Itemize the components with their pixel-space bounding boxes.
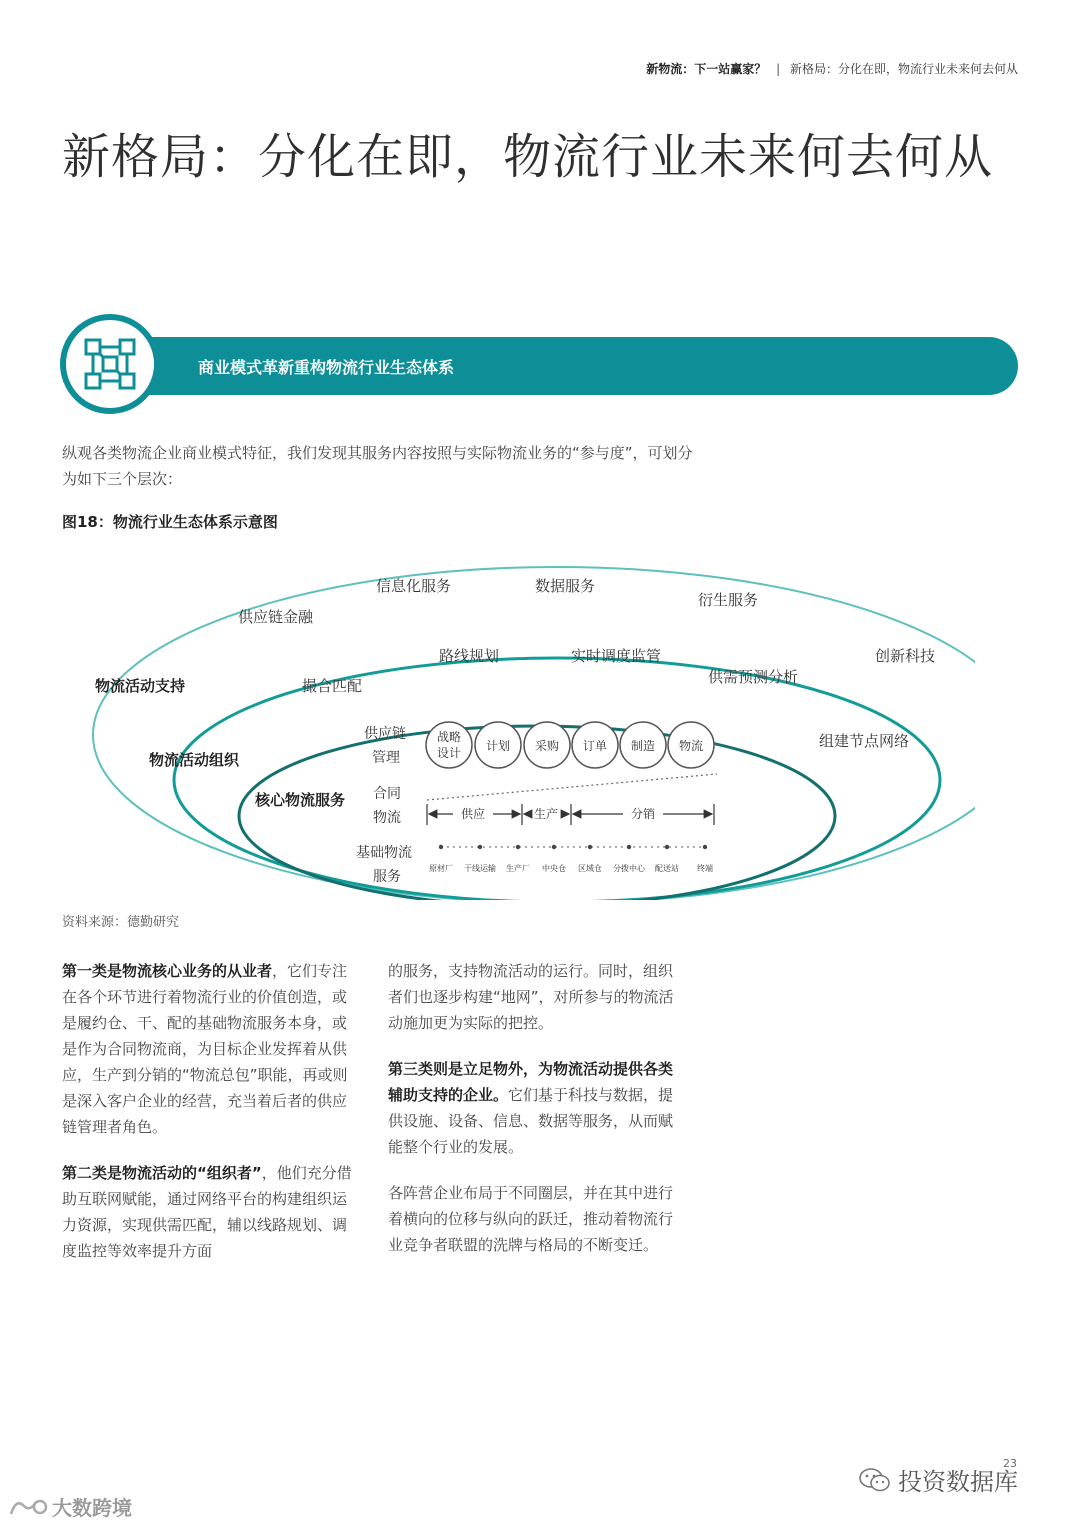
contract-label: 合同 bbox=[373, 786, 401, 802]
outer-ring-label: 物流活动支持 bbox=[95, 677, 186, 695]
watermark-right bbox=[858, 1462, 1018, 1500]
network-nodes-icon bbox=[60, 314, 160, 414]
chain-node-label: 分拨中心 bbox=[613, 864, 645, 873]
segment-label: 生产 bbox=[533, 807, 559, 821]
brand-logo-icon bbox=[8, 1496, 48, 1523]
paragraph-text: 各阵营企业布局于不同圈层，并在其中进行着横向的位移与纵向的跃迁，推动着物流行业竞争者联盟的洗牌与格局的不断变迁。 bbox=[388, 1184, 674, 1254]
outer-item: 创新科技 bbox=[875, 647, 936, 665]
middle-item: 组建节点网络 bbox=[819, 732, 910, 750]
chain-node bbox=[665, 845, 669, 849]
header-chapter: 新格局：分化在即，物流行业未来何去何从 bbox=[789, 62, 1018, 76]
step-label: 采购 bbox=[534, 739, 560, 753]
basic-label: 基础物流 bbox=[356, 845, 412, 861]
running-header bbox=[646, 60, 1018, 77]
paragraph-text: 它们基于科技与数据，提供设施、设备、信息、数据等服务，从而赋能整个行业的发展。 bbox=[388, 1086, 674, 1156]
figure-title: 图18：物流行业生态体系示意图 bbox=[62, 513, 278, 531]
outer-item: 数据服务 bbox=[535, 577, 596, 595]
step-label: 订单 bbox=[582, 739, 608, 753]
middle-item: 实时调度监管 bbox=[571, 647, 662, 665]
chain-node bbox=[552, 845, 556, 849]
basic-label: 服务 bbox=[373, 869, 401, 885]
contract-segments bbox=[427, 804, 714, 825]
outer-item: 信息化服务 bbox=[376, 577, 452, 595]
divider-line bbox=[427, 774, 717, 800]
step-circle bbox=[426, 722, 472, 768]
paragraph bbox=[388, 1180, 680, 1258]
header-separator: | bbox=[776, 62, 781, 76]
page-title: 新格局：分化在即，物流行业未来何去何从 bbox=[62, 129, 994, 185]
chain-node-label: 中央仓 bbox=[542, 864, 566, 873]
watermark-left-text: 大数跨境 bbox=[52, 1496, 132, 1520]
segment-label: 分销 bbox=[630, 807, 656, 821]
step-label: 物流 bbox=[678, 739, 704, 753]
basic-logistics-chain bbox=[429, 845, 713, 873]
paragraph bbox=[388, 1056, 680, 1160]
middle-item: 供需预测分析 bbox=[708, 668, 799, 686]
chain-node-label: 原材厂 bbox=[429, 864, 453, 873]
section-banner-label: 商业模式革新重构物流行业生态体系 bbox=[198, 358, 455, 377]
middle-ring-label: 物流活动组织 bbox=[149, 751, 240, 769]
paragraph bbox=[62, 1160, 354, 1264]
chain-node-label: 干线运输 bbox=[464, 864, 496, 873]
paragraph-text: ，它们专注在各个环节进行着物流行业的价值创造，或是履约仓、干、配的基础物流服务本身，或是作为合同物流商，为目标企业发挥着从供应，生产到分销的“物流总包”职能，再或则是深入客户企业的经营，充当着后者的供应链管理者角色。 bbox=[62, 962, 348, 1136]
wechat-icon bbox=[858, 1466, 892, 1500]
watermark-left bbox=[8, 1492, 132, 1523]
chain-node bbox=[703, 845, 707, 849]
paragraph bbox=[388, 958, 680, 1036]
chain-node-label: 区域仓 bbox=[578, 864, 602, 873]
paragraph-text: 的服务，支持物流活动的运行。同时，组织者们也逐步构建“地网”，对所参与的物流活动施加更为实际的把控。 bbox=[388, 962, 674, 1032]
figure-source: 资料来源：德勤研究 bbox=[62, 915, 180, 930]
chain-node bbox=[627, 845, 631, 849]
step-label: 计划 bbox=[485, 739, 511, 753]
supply-chain-label: 管理 bbox=[372, 750, 400, 766]
paragraph-text: ，他们充分借助互联网赋能，通过网络平台的构建组织运力资源，实现供需匹配，辅以线路规划、调度监控等效率提升方面 bbox=[62, 1164, 352, 1260]
step-label: 制造 bbox=[630, 739, 656, 753]
chain-node-label: 终端 bbox=[697, 864, 713, 873]
step-label: 设计 bbox=[436, 746, 462, 760]
paragraph bbox=[62, 958, 354, 1140]
paragraph-lead: 第三类则是立足物外，为物流活动提供各类辅助支持的企业。 bbox=[388, 1060, 674, 1104]
segment-label: 供应 bbox=[460, 807, 486, 821]
contract-label: 物流 bbox=[373, 810, 401, 826]
middle-item: 撮合匹配 bbox=[302, 677, 363, 695]
chain-node-label: 配送站 bbox=[655, 864, 679, 873]
header-series: 新物流：下一站赢家？ bbox=[646, 62, 767, 76]
chain-node-label: 生产厂 bbox=[506, 864, 530, 873]
body-left-column bbox=[62, 958, 354, 1284]
chain-node bbox=[439, 845, 443, 849]
paragraph-lead: 第二类是物流活动的“组织者” bbox=[62, 1164, 262, 1182]
watermark-right-text: 投资数据库 bbox=[898, 1468, 1018, 1496]
outer-item: 供应链金融 bbox=[238, 608, 314, 626]
middle-item: 路线规划 bbox=[439, 647, 500, 665]
body-right-column bbox=[388, 958, 680, 1278]
step-label: 战略 bbox=[436, 730, 462, 744]
supply-chain-label: 供应链 bbox=[364, 726, 406, 742]
outer-item: 衍生服务 bbox=[698, 591, 759, 609]
ecosystem-diagram bbox=[55, 555, 975, 900]
chain-node bbox=[478, 845, 482, 849]
page-number: 23 bbox=[1003, 1457, 1017, 1470]
chain-node bbox=[516, 845, 520, 849]
chain-node bbox=[588, 845, 592, 849]
paragraph-lead: 第一类是物流核心业务的从业者 bbox=[62, 962, 273, 980]
intro-paragraph: 纵观各类物流企业商业模式特征，我们发现其服务内容按照与实际物流业务的“参与度”，可划分为如下三个层次： bbox=[62, 444, 693, 488]
core-ring-label: 核心物流服务 bbox=[255, 791, 346, 809]
